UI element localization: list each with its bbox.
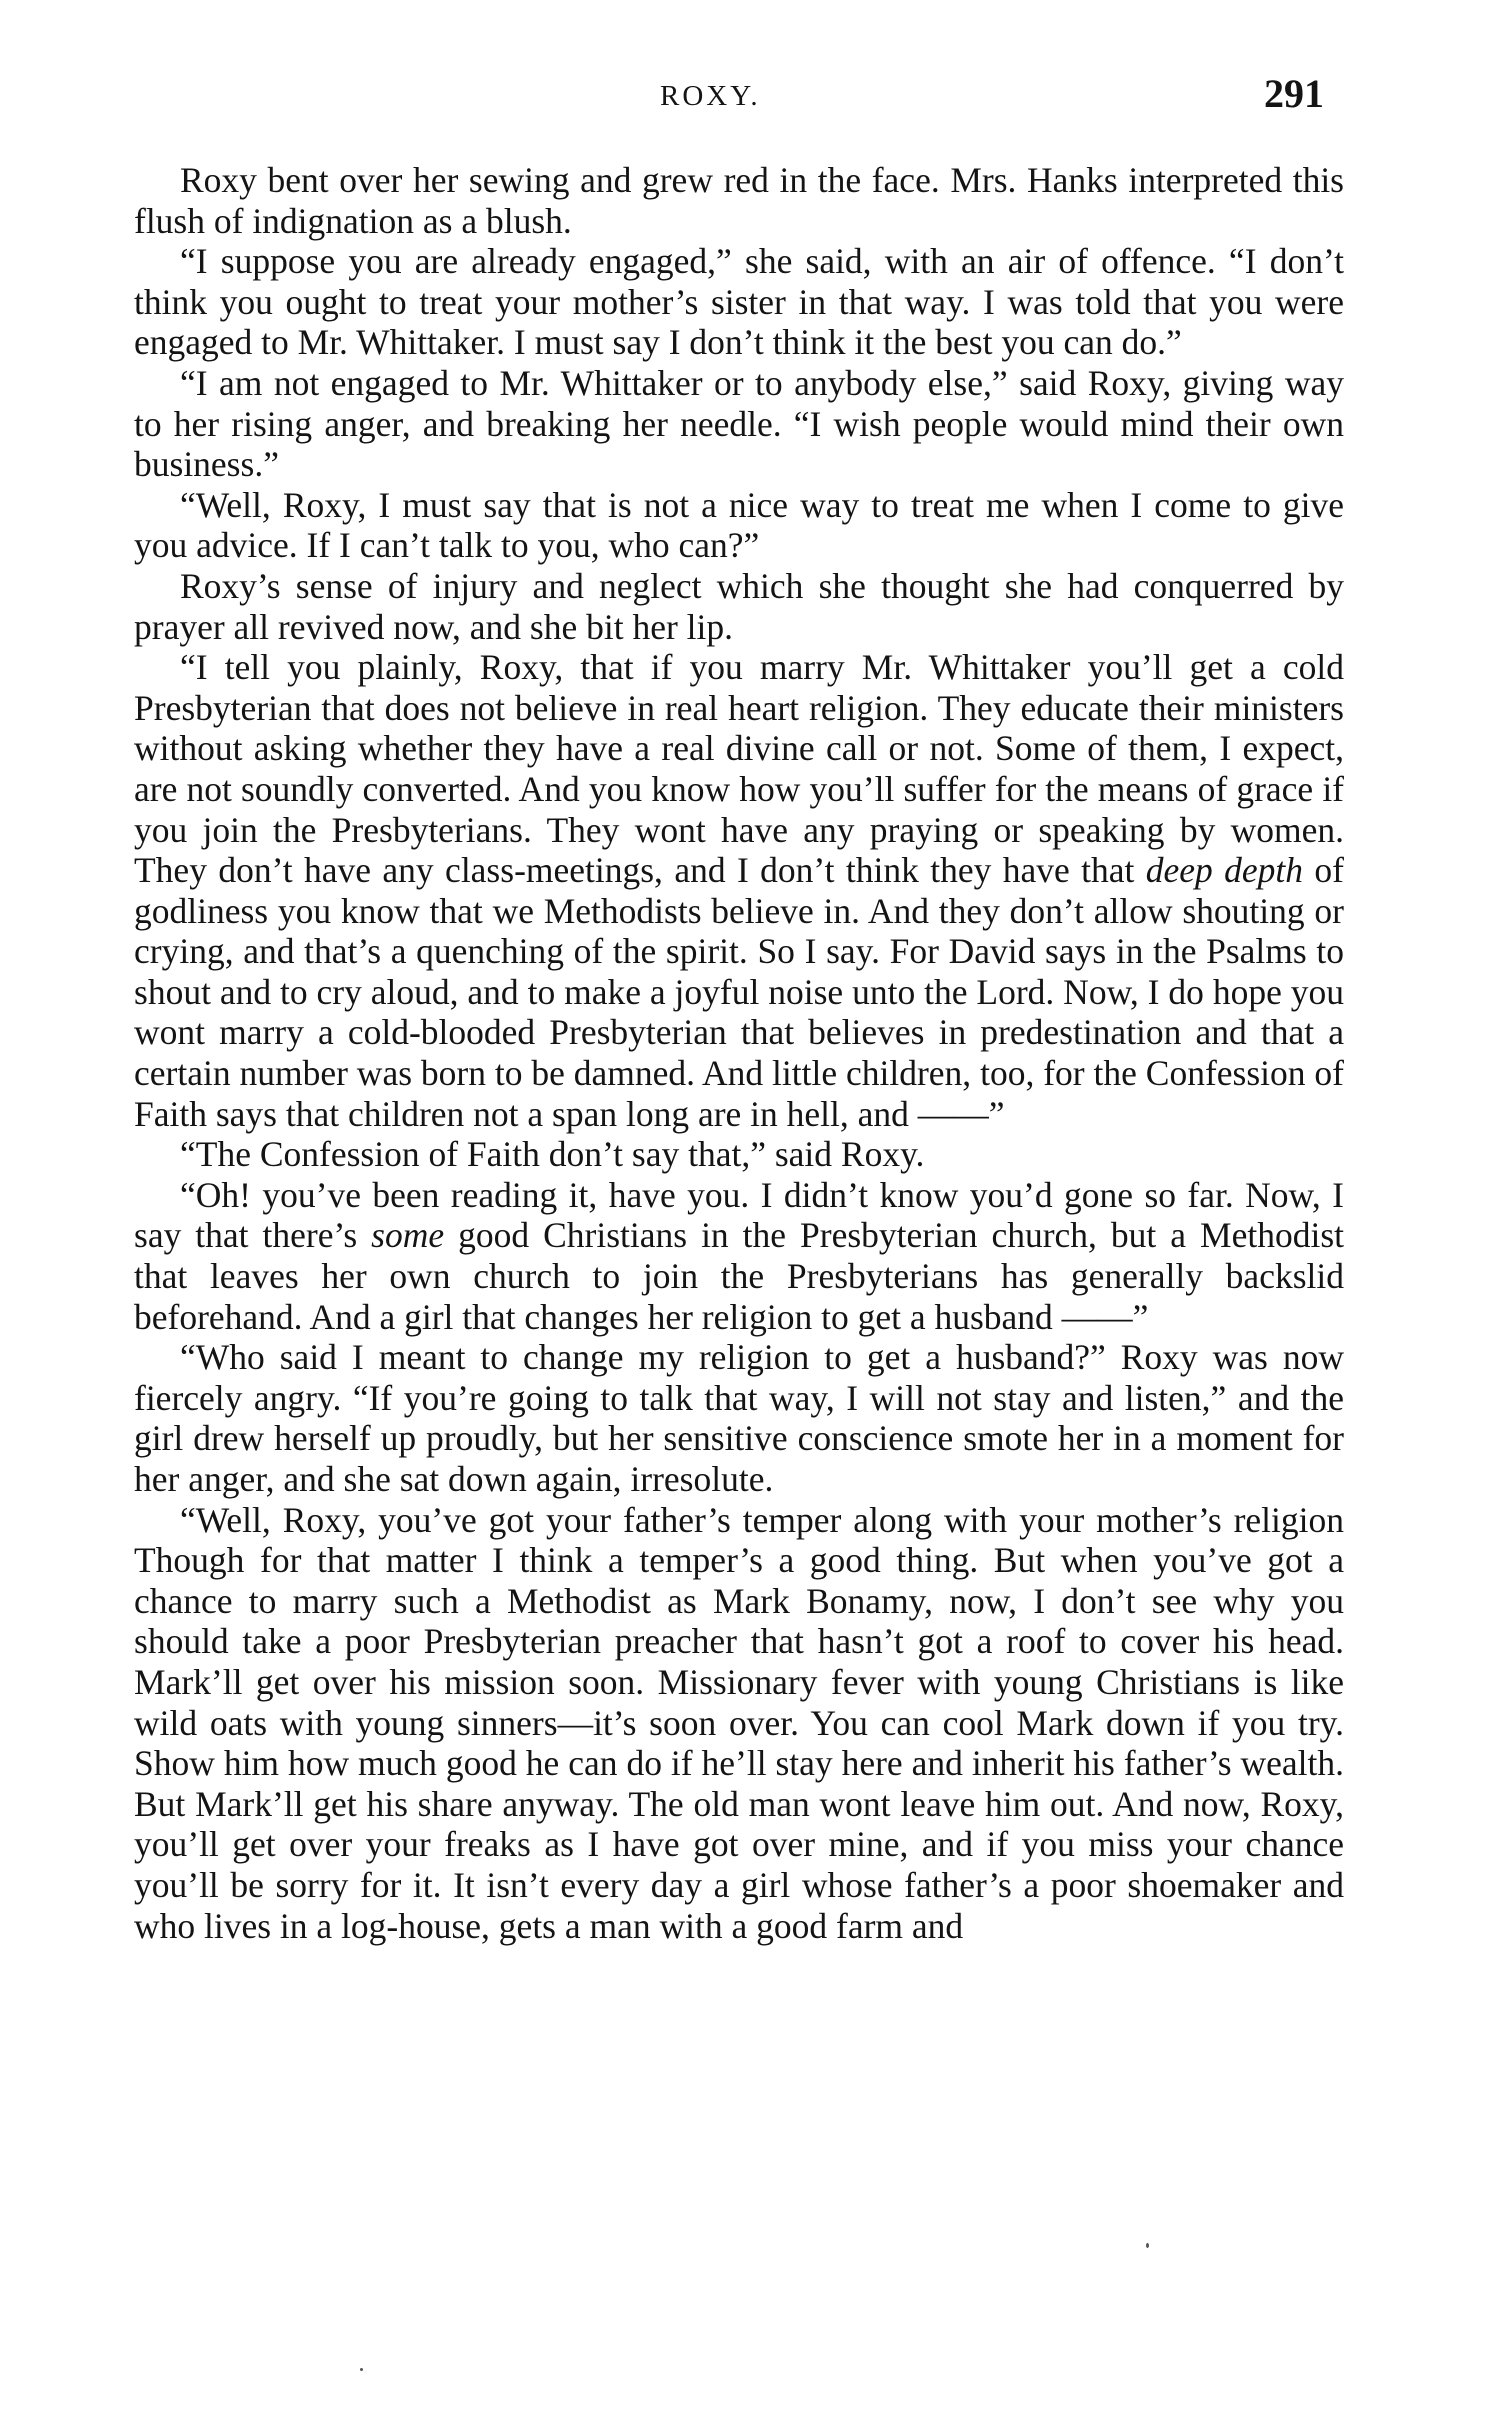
paragraph [134,1134,1344,1175]
paragraph-text: “The Confession of Faith don’t say that,” said Roxy. [180,1134,925,1175]
body-text [134,160,1344,1946]
paragraph-text: “Who said I meant to change my religion to get a husband?” Roxy was now fiercely angry. “If you’re going to talk that way, I will not stay and listen,” and the girl drew herself up proudly, but her sensitive conscience smote her in a moment for her anger, and she sat down again, irresolute. [134,1337,1344,1499]
running-head [0,68,1490,128]
paragraph-text: “Well, Roxy, I must say that is not a nice way to treat me when I come to give you advice. If I can’t talk to you, who can?” [134,484,1344,566]
paragraph-text: “I suppose you are already engaged,” she said, with an air of offence. “I don’t think you ought to treat your mother’s sister in that way. I was told that you were engaged to Mr. Whittaker. I must say I don’t think it the best you can do.” [134,241,1344,363]
paragraph [134,566,1344,647]
paragraph-text: Roxy bent over her sewing and grew red in the face. Mrs. Hanks interpreted this flush of indignation as a blush. [134,160,1344,241]
paragraph [134,241,1344,363]
paragraph [134,160,1344,241]
running-title: ROXY. [660,80,761,112]
scan-speck [1146,2243,1149,2248]
paragraph [134,1337,1344,1499]
emphasized-text: some [371,1215,445,1256]
page-number: 291 [1264,71,1324,116]
paragraph-text: Roxy’s sense of injury and neglect which she thought she had conquerred by prayer all revived now, and she bit her lip. [134,565,1344,647]
paragraph [134,485,1344,566]
paragraph [134,1500,1344,1947]
paragraph [134,1175,1344,1337]
paragraph-text: “I tell you plainly, Roxy, that if you marry Mr. Whittaker you’ll get a cold Presbyterian that does not believe in real heart religion. They educate their ministers without asking whether they have a real divine call or not. Some of them, I expect, are not soundly converted. And you know how you’ll suffer for the means of grace if you join the Presbyterians. They wont have any praying or speaking by women. They don’t have any class-meetings, and I don’t think they have that [134,647,1344,891]
scan-speck [360,2368,363,2371]
paragraph [134,647,1344,1134]
paragraph-text: “Well, Roxy, you’ve got your father’s temper along with your mother’s religion Though for that matter I think a temper’s a good thing. But when you’ve got a chance to marry such a Methodist as Mark Bonamy, now, I don’t see why you should take a poor Presbyterian preacher that hasn’t got a roof to cover his head. Mark’ll get over his mission soon. Missionary fever with young Christians is like wild oats with young sinners—it’s soon over. You can cool Mark down if you try. Show him how much good he can do if he’ll stay here and inherit his father’s wealth. But Mark’ll get his share anyway. The old man wont leave him out. And now, Roxy, you’ll get over your freaks as I have got over mine, and if you miss your chance you’ll be sorry for it. It isn’t every day a girl whose father’s a poor shoemaker and who lives in a log-house, gets a man with a good farm and [134,1499,1344,1946]
emphasized-text: deep depth [1145,850,1304,891]
paragraph [134,363,1344,485]
paragraph-text: “I am not engaged to Mr. Whittaker or to anybody else,” said Roxy, giving way to her rising anger, and breaking her needle. “I wish people would mind their own business.” [134,362,1344,485]
paragraph-text: “Oh! you’ve been reading it, have you. I didn’t know you’d gone so far. Now, I say that there’s [134,1174,1344,1256]
paragraph-text: of godliness you know that we Methodists believe in. And they don’t allow shouting or crying, and that’s a quenching of the spirit. So I say. For David says in the Psalms to shout and to cry aloud, and to make a joyful noise unto the Lord. Now, I do hope you wont marry a cold-blooded Presbyterian that believes in predestination and that a certain number was born to be damned. And little children, too, for the Confession of Faith says that children not a span long are in hell, and ——” [134,850,1344,1134]
paragraph-text: good Christians in the Presbyterian church, but a Methodist that leaves her own church to join the Presbyterians has generally backslid beforehand. And a girl that changes her religion to get a husband ——” [134,1215,1344,1337]
